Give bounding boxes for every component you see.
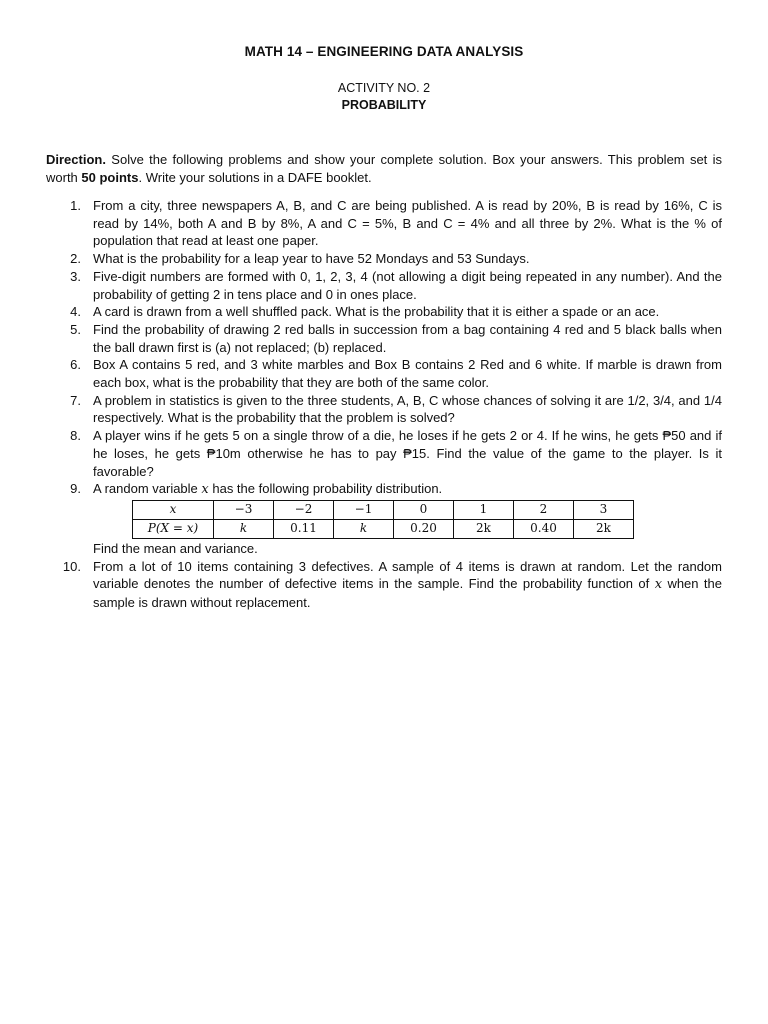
problem-item-1	[46, 197, 722, 250]
table-cell: 0.11	[274, 519, 334, 538]
table-cell: 0.20	[394, 519, 454, 538]
problem-item-10	[46, 558, 722, 612]
table-cell: x	[133, 500, 214, 519]
problem-number: 8.	[70, 428, 81, 444]
problem-item-4	[46, 303, 722, 321]
table-cell: 2k	[574, 519, 634, 538]
table-cell: 1	[454, 500, 514, 519]
problem-item-9	[46, 480, 722, 557]
math-variable: x	[201, 482, 209, 498]
direction-points: 50 points	[81, 170, 139, 185]
problem-number: 1.	[70, 198, 81, 213]
direction-text-2: . Write your solutions in a DAFE booklet.	[138, 170, 372, 185]
problem-number: 3.	[70, 268, 81, 284]
activity-number: ACTIVITY NO. 2	[337, 81, 431, 95]
problem-followup: Find the mean and variance.	[93, 540, 258, 556]
activity-subtitle: PROBABILITY	[341, 98, 427, 112]
direction-text-1: Solve the following problems and show your complete solution. Box your answers. This problem set is worth	[46, 152, 722, 185]
table-cell: 3	[574, 500, 634, 519]
problem-item-7	[46, 392, 722, 427]
problem-text-b: has the following probability distribution.	[208, 481, 443, 497]
problem-text-a: A random variable	[93, 481, 202, 497]
table-cell: −3	[214, 500, 274, 519]
problem-number: 10.	[62, 558, 81, 574]
problem-number: 5.	[70, 321, 81, 337]
table-cell: 2k	[454, 519, 514, 538]
problem-number: 2.	[70, 251, 81, 267]
table-cell: k	[214, 519, 274, 538]
table-cell: P(X = x)	[133, 519, 214, 538]
table-cell: 0.40	[514, 519, 574, 538]
table-cell: k	[334, 519, 394, 538]
problem-text-b: when the sample is drawn without replacement.	[93, 576, 722, 611]
probability-distribution-table	[132, 500, 634, 539]
table-cell: −1	[334, 500, 394, 519]
table-cell: 2	[514, 500, 574, 519]
problem-text: A card is drawn from a well shuffled pack. What is the probability that it is either a spade or an ace.	[93, 304, 660, 320]
math-variable: x	[654, 577, 663, 593]
problem-item-2	[46, 250, 722, 268]
problem-number: 4.	[70, 304, 81, 320]
table-row-x	[133, 500, 634, 519]
problem-number: 9.	[70, 481, 81, 497]
problem-text: Find the probability of drawing 2 red balls in succession from a bag containing 4 red and 5 black balls when the ball drawn first is (a) not replaced; (b) replaced.	[93, 321, 722, 355]
problem-list	[46, 197, 722, 612]
problem-item-6	[46, 356, 722, 391]
problem-text: What is the probability for a leap year to have 52 Mondays and 53 Sundays.	[93, 251, 530, 267]
table-cell: −2	[274, 500, 334, 519]
problem-number: 6.	[70, 357, 81, 373]
problem-text-a: From a lot of 10 items containing 3 defectives. A sample of 4 items is drawn at random. Let the random variable denotes the number of defective items in the sample. Find the probability function of	[93, 558, 722, 592]
direction-paragraph	[46, 151, 722, 187]
direction-label: Direction.	[46, 152, 106, 167]
problem-text: A problem in statistics is given to the three students, A, B, C whose chances of solving it are 1/2, 3/4, and 1/4 respectively. What is the probability that the problem is solved?	[93, 392, 722, 426]
document-title: MATH 14 – ENGINEERING DATA ANALYSIS	[244, 44, 524, 59]
problem-item-8	[46, 427, 722, 480]
problem-number: 7.	[70, 392, 81, 408]
problem-item-3	[46, 268, 722, 303]
problem-text: Box A contains 5 red, and 3 white marbles and Box B contains 2 Red and 6 white. If marble is drawn from each box, what is the probability that they are both of the same color.	[93, 357, 722, 391]
problem-text: From a city, three newspapers A, B, and C are being published. A is read by 20%, B is read by 16%, C is read by 14%, both A and B by 8%, A and C = 5%, B and C = 4% and all three by 2%. What is the % of population that read at least one paper.	[93, 198, 722, 249]
problem-text: Five-digit numbers are formed with 0, 1, 2, 3, 4 (not allowing a digit being repeated in any number). And the probability of getting 2 in tens place and 0 in ones place.	[93, 268, 722, 302]
problem-item-5	[46, 321, 722, 356]
table-cell: 0	[394, 500, 454, 519]
problem-text: A player wins if he gets 5 on a single throw of a die, he loses if he gets 2 or 4. If he wins, he gets ₱50 and if he loses, he gets ₱10m otherwise he has to pay ₱15. Find the value of the game to the player. Is it favorable?	[93, 428, 722, 479]
table-row-px	[133, 519, 634, 538]
